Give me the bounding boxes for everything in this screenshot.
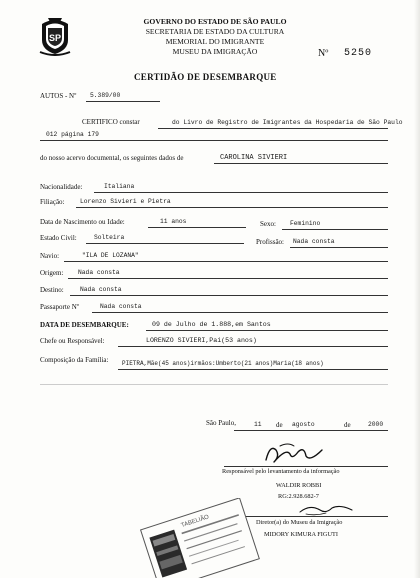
certifico-page-ref: 012 página 179 [46,131,99,138]
seal-letters: SP [48,33,62,43]
sexo-label: Sexo: [260,220,276,228]
certifico-person: CAROLINA SIVIERI [220,154,288,162]
date-de-2: de [344,421,351,429]
composicao-label: Composição da Família: [40,356,109,364]
navio-label: Navio: [40,252,60,260]
destino-label: Destino: [40,286,64,294]
nascimento-value: 11 anos [160,218,187,225]
chefe-value: LORENZO SIVIERI,Pai(53 anos) [146,337,257,344]
estado-civil-value: Solteira [94,234,125,241]
sao-paulo-coat-of-arms-icon [38,14,72,56]
date-month: agosto [292,421,315,428]
header-government: GOVERNO DO ESTADO DE SÃO PAULO [143,17,287,26]
scan-edge-shadow [414,0,420,578]
origem-label: Origem: [40,269,64,277]
sexo-value: Feminino [290,220,321,227]
responsavel-rg: RG:2.928.682-7 [278,493,319,500]
filiacao-value: Lorenzo Sivieri e Pietra [80,198,171,205]
responsavel-name: WALDIR ROBBI [276,482,322,489]
date-day: 11 [254,421,262,428]
autos-label: AUTOS - Nº [40,92,77,100]
header-secretaria: SECRETARIA DE ESTADO DA CULTURA [145,27,285,36]
filiacao-label: Filiação: [40,198,65,206]
notary-stamp-text: TABELIÃO [180,514,210,530]
certifico-tail: do nosso acervo documental, os seguintes dados de [40,154,184,162]
certificate-number: 5250 [344,48,373,59]
nacionalidade-label: Nacionalidade: [40,183,83,191]
data-desembarque-label: DATA DE DESEMBARQUE: [40,321,129,329]
composicao-value: PIETRA,Mãe(45 anos)irmãos:Umberto(21 anos)Maria(18 anos) [122,360,324,367]
responsavel-signature [260,440,330,468]
certifico-book-ref: do Livro de Registro de Imigrantes da Hospedaria de São Paulo [172,119,403,126]
responsavel-label: Responsável pelo levantamento da informação [222,468,340,475]
header-museu: MUSEU DA IMIGRAÇÃO [172,47,258,56]
document-title: CERTIDÃO DE DESEMBARQUE [134,72,277,82]
date-de-1: de [276,421,283,429]
profissao-label: Profissão: [256,238,284,246]
chefe-label: Chefe ou Responsável: [40,337,105,345]
date-year: 2000 [368,421,384,428]
nascimento-label: Data de Nascimento ou Idade: [40,218,125,226]
date-city: São Paulo, [206,419,236,427]
diretor-label: Diretor(a) do Museu da Imigração [256,519,343,526]
origem-value: Nada consta [78,269,120,276]
estado-civil-label: Estado Civil: [40,234,77,242]
passaporte-value: Nada consta [100,303,142,310]
nacionalidade-value: Italiana [104,183,135,190]
certificate-number-sign: Nº [318,48,329,59]
header-memorial: MEMORIAL DO IMIGRANTE [165,37,265,46]
notary-stamp [140,498,260,578]
certifico-intro: CERTIFICO constar [82,118,140,126]
diretor-name: MIDORY KIMURA FIGUTI [264,531,338,538]
notary-stamp-graphic [140,498,260,578]
profissao-value: Nada consta [293,238,335,245]
data-desembarque-value: 09 de Julho de 1.888,em Santos [152,321,271,328]
passaporte-label: Passaporte Nº [40,303,79,311]
navio-value: "ILA DE LOZANA" [82,252,139,259]
autos-value: 5.389/00 [90,92,121,99]
destino-value: Nada consta [80,286,122,293]
